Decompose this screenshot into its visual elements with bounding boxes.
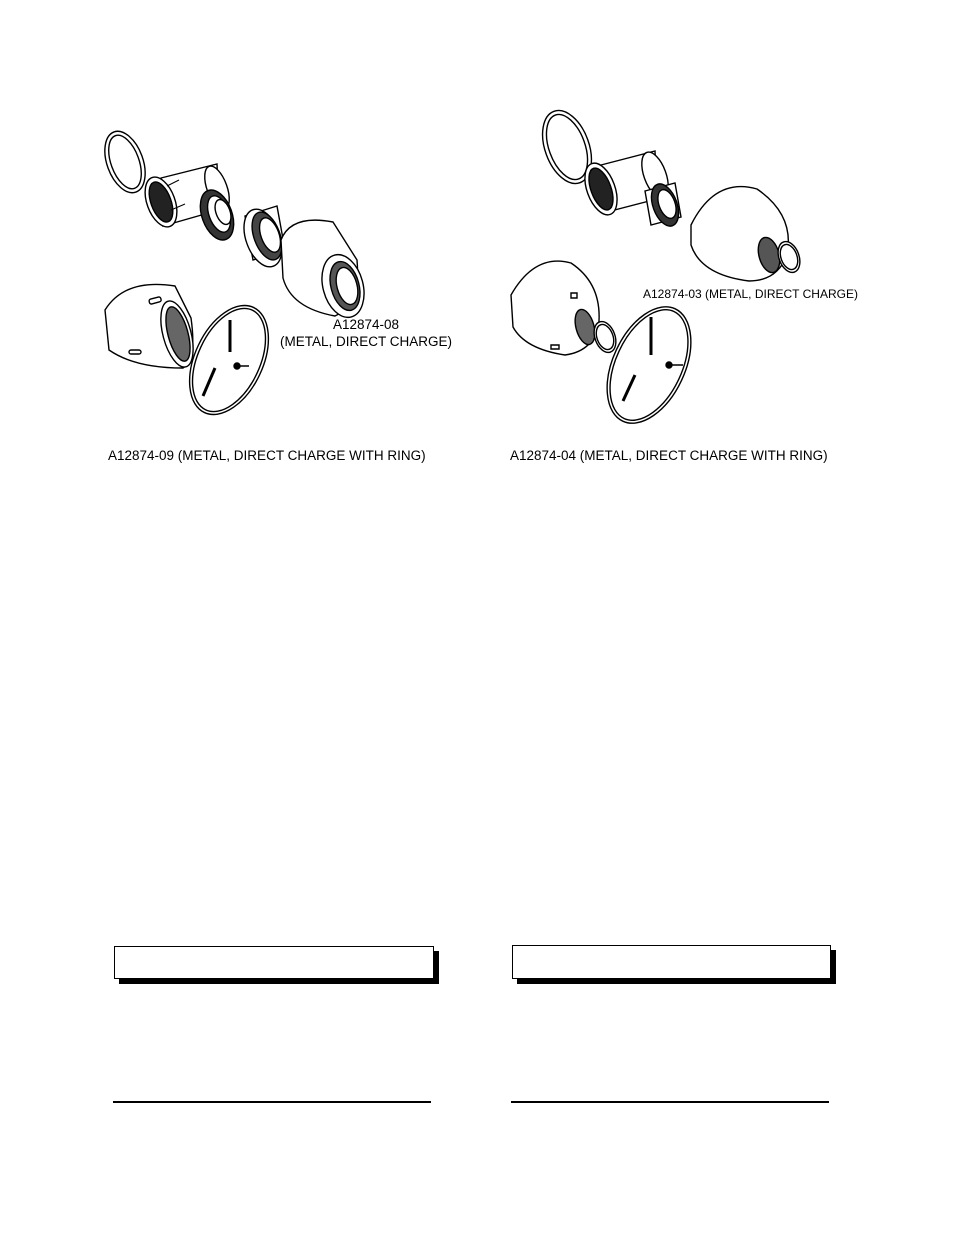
bell-cup bbox=[281, 220, 371, 322]
left-figure-caption: A12874-09 (METAL, DIRECT CHARGE WITH RING) bbox=[108, 448, 426, 463]
right-exploded-assembly-drawing bbox=[505, 105, 875, 425]
outer-shroud bbox=[105, 284, 199, 370]
right-empty-title-box bbox=[512, 945, 831, 979]
left-callout-line-1: A12874-08 bbox=[332, 317, 400, 332]
right-callout: A12874-03 (METAL, DIRECT CHARGE) bbox=[643, 287, 858, 301]
outer-shroud bbox=[511, 261, 599, 355]
right-figure-caption: A12874-04 (METAL, DIRECT CHARGE WITH RING) bbox=[510, 448, 828, 463]
right-rule-line bbox=[511, 1101, 829, 1103]
left-rule-line bbox=[113, 1101, 431, 1103]
o-ring bbox=[97, 126, 153, 198]
charge-ring bbox=[590, 294, 708, 437]
left-callout-line-2: (METAL, DIRECT CHARGE) bbox=[279, 334, 452, 349]
left-empty-title-box bbox=[114, 946, 434, 979]
left-exploded-assembly-drawing bbox=[95, 120, 475, 420]
bell-cup bbox=[691, 187, 788, 281]
